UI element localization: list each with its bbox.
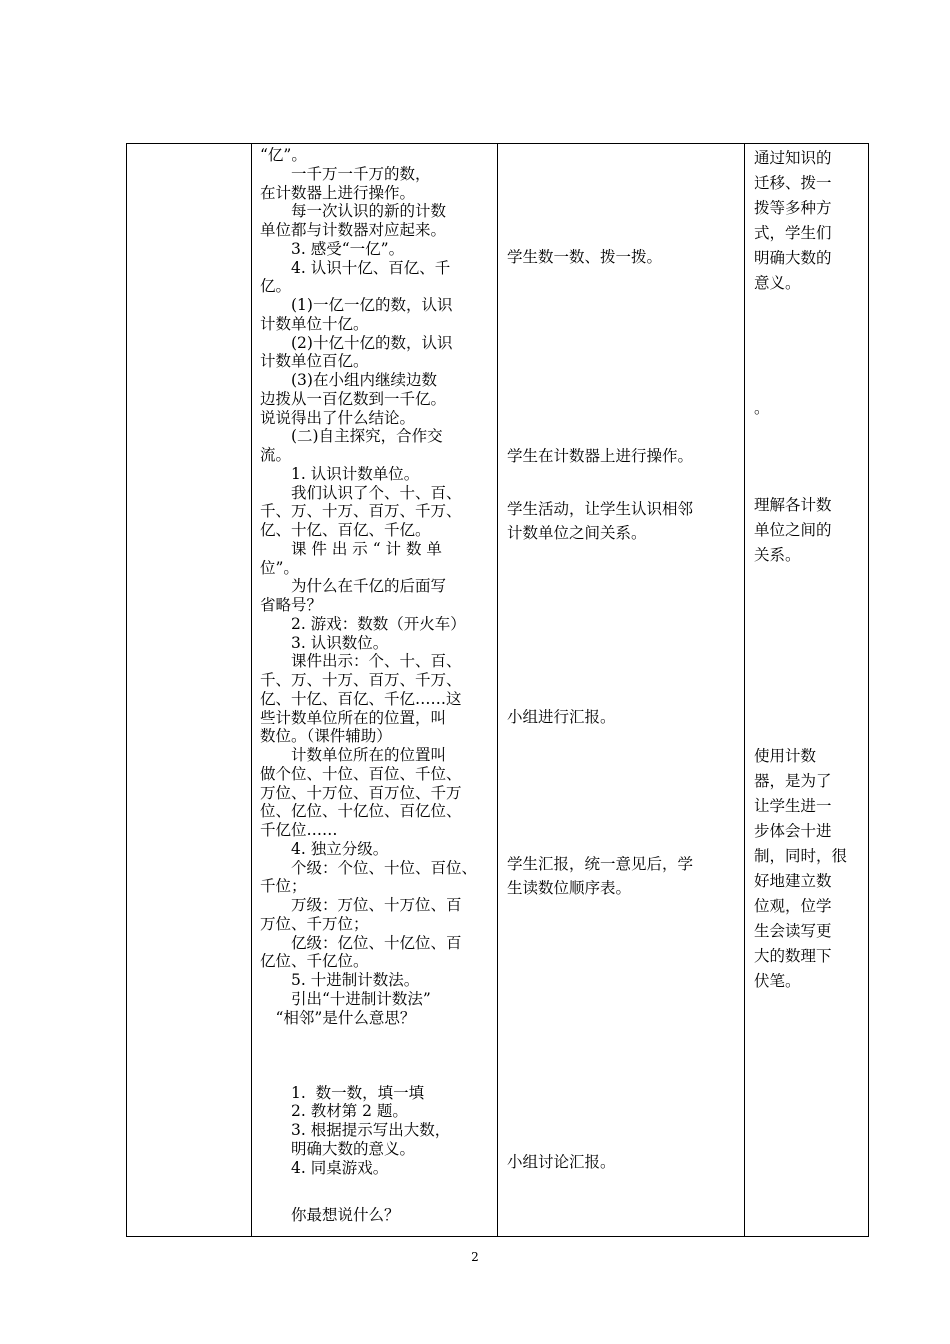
note-line: 伏笔。 — [754, 972, 801, 990]
teacher-activity-line: 位”。 — [260, 558, 299, 577]
note-line: 单位之间的 — [754, 521, 832, 539]
teacher-activity-line: (3)在小组内继续边数 — [260, 371, 437, 389]
teacher-activity-line: 引出“十进制计数法” — [260, 989, 431, 1008]
teacher-activity-line: 数位。（课件辅助） — [260, 727, 392, 746]
teacher-activity-line: 课件出示：个、十、百、 — [260, 652, 462, 671]
note-line: 式，学生们 — [754, 224, 832, 242]
teacher-activity-line: 流。 — [260, 446, 292, 464]
teacher-activity-line: 千亿位…… — [260, 821, 338, 839]
note-line: 关系。 — [754, 546, 801, 564]
design-notes-column — [754, 144, 869, 1236]
teacher-activity-line: 些计数单位所在的位置，叫 — [260, 708, 447, 727]
teacher-activity-column — [260, 144, 496, 1236]
teacher-activity-line: 边拨从一百亿数到一千亿。 — [260, 389, 447, 408]
student-activity-column — [507, 144, 743, 1236]
teacher-activity-line: 万级：万位、十万位、百 — [260, 896, 462, 914]
teacher-activity-line: 4. 同桌游戏。 — [260, 1158, 389, 1177]
teacher-activity-line: 万位、十万位、百万位、千万 — [260, 783, 462, 802]
teacher-activity-line: (二)自主探究，合作交 — [260, 427, 443, 446]
teacher-activity-line: 亿。 — [260, 277, 292, 296]
design-note-period: 。 — [754, 399, 770, 417]
teacher-activity-line: 3. 根据提示写出大数， — [260, 1121, 451, 1139]
teacher-activity-line: 千位； — [260, 877, 307, 896]
teacher-activity-line: 一千万一千万的数， — [260, 164, 431, 183]
note-line: 位观，位学 — [754, 897, 832, 915]
note-line: 制，同时，很 — [754, 847, 848, 865]
teacher-activity-line: (1)一亿一亿的数，认识 — [260, 296, 453, 314]
teacher-activity-line: 亿位、千亿位。 — [260, 952, 369, 971]
teacher-activity-line: 个级：个位、十位、百位、 — [260, 858, 478, 877]
teacher-activity-line: 4. 独立分级。 — [260, 839, 389, 858]
note-line: 让学生进一 — [754, 797, 832, 815]
teacher-activity-line: 亿级：亿位、十亿位、百 — [260, 933, 462, 952]
student-activity-discussion: 小组讨论汇报。 — [507, 1153, 616, 1171]
teacher-activity-line: 课 件 出 示 “ 计 数 单 — [260, 539, 442, 558]
teacher-activity-line: 明确大数的意义。 — [260, 1139, 416, 1158]
teacher-activity-line: 计数单位十亿。 — [260, 314, 369, 333]
teacher-activity-line: 千、万、十万、百万、千万、 — [260, 671, 462, 689]
teacher-activity-line: 3. 感受“一亿”。 — [260, 239, 405, 258]
note-line: 拨等多种方 — [754, 199, 832, 217]
teacher-activity-line: 亿、十亿、百亿、千亿……这 — [260, 689, 462, 708]
note-line: 意义。 — [754, 274, 801, 292]
student-activity-abacus: 学生在计数器上进行操作。 — [507, 447, 694, 465]
column-empty — [127, 144, 251, 1236]
column-divider — [497, 144, 498, 1236]
page-number: 2 — [471, 1250, 479, 1264]
student-activity-group-report: 小组进行汇报。 — [507, 708, 616, 726]
teacher-activity-line: 亿、十亿、百亿、千亿。 — [260, 521, 431, 539]
note-line: 使用计数 — [754, 747, 817, 765]
teacher-activity-line: 每一次认识的新的计数 — [260, 202, 447, 221]
note-line: 步体会十进 — [754, 822, 832, 840]
column-divider — [744, 144, 745, 1236]
teacher-activity-line: 做个位、十位、百位、千位、 — [260, 764, 462, 783]
column-divider — [251, 144, 252, 1236]
teacher-activity-line: 4. 认识十亿、百亿、千 — [260, 258, 451, 277]
note-line: 迁移、拨一 — [754, 174, 832, 192]
student-activity-counting: 学生数一数、拨一拨。 — [507, 248, 663, 266]
teacher-activity-line: 计数单位所在的位置叫 — [260, 746, 447, 764]
teacher-activity-line: “亿”。 — [260, 146, 307, 164]
teacher-activity-line: “相邻”是什么意思？ — [260, 1008, 416, 1027]
note-line: 生会读写更 — [754, 922, 832, 940]
note-line: 器，是为了 — [754, 772, 832, 790]
teacher-activity-line: 为什么在千亿的后面写 — [260, 577, 447, 596]
student-activity-units-line1: 学生活动，让学生认识相邻 — [507, 500, 694, 518]
teacher-activity-line: 位、亿位、十亿位、百亿位、 — [260, 802, 462, 821]
teacher-activity-line: 3. 认识数位。 — [260, 633, 389, 652]
teacher-activity-line: 万位、千万位； — [260, 914, 369, 933]
teacher-activity-line: 5. 十进制计数法。 — [260, 971, 420, 989]
teacher-activity-line: 2. 游戏：数数（开火车） — [260, 614, 466, 633]
student-activity-units-line2: 计数单位之间关系。 — [507, 524, 647, 542]
teacher-activity-line: (2)十亿十亿的数，认识 — [260, 333, 453, 352]
note-line: 通过知识的 — [754, 149, 832, 167]
note-line: 大的数理下 — [754, 947, 832, 965]
teacher-activity-line: 我们认识了个、十、百、 — [260, 483, 462, 502]
student-activity-report-line2: 生读数位顺序表。 — [507, 879, 632, 897]
teacher-activity-line: 说说得出了什么结论。 — [260, 408, 416, 427]
note-line: 明确大数的 — [754, 249, 832, 267]
teacher-activity-line: 计数单位百亿。 — [260, 352, 369, 371]
teacher-activity-line: 在计数器上进行操作。 — [260, 183, 416, 202]
note-line: 好地建立数 — [754, 872, 832, 890]
teacher-activity-line: 1. 认识计数单位。 — [260, 464, 420, 483]
teacher-activity-line: 单位都与计数器对应起来。 — [260, 221, 447, 239]
lesson-plan-table — [126, 143, 869, 1237]
teacher-activity-line: 1. 数一数，填一填 — [260, 1083, 425, 1102]
teacher-activity-line: 省略号？ — [260, 596, 323, 614]
teacher-activity-line: 2. 教材第 2 题。 — [260, 1102, 408, 1121]
note-line: 理解各计数 — [754, 496, 832, 514]
teacher-activity-line: 你最想说什么？ — [260, 1206, 400, 1224]
student-activity-report-line1: 学生汇报，统一意见后，学 — [507, 855, 694, 873]
teacher-activity-line: 千、万、十万、百万、千万、 — [260, 502, 462, 521]
